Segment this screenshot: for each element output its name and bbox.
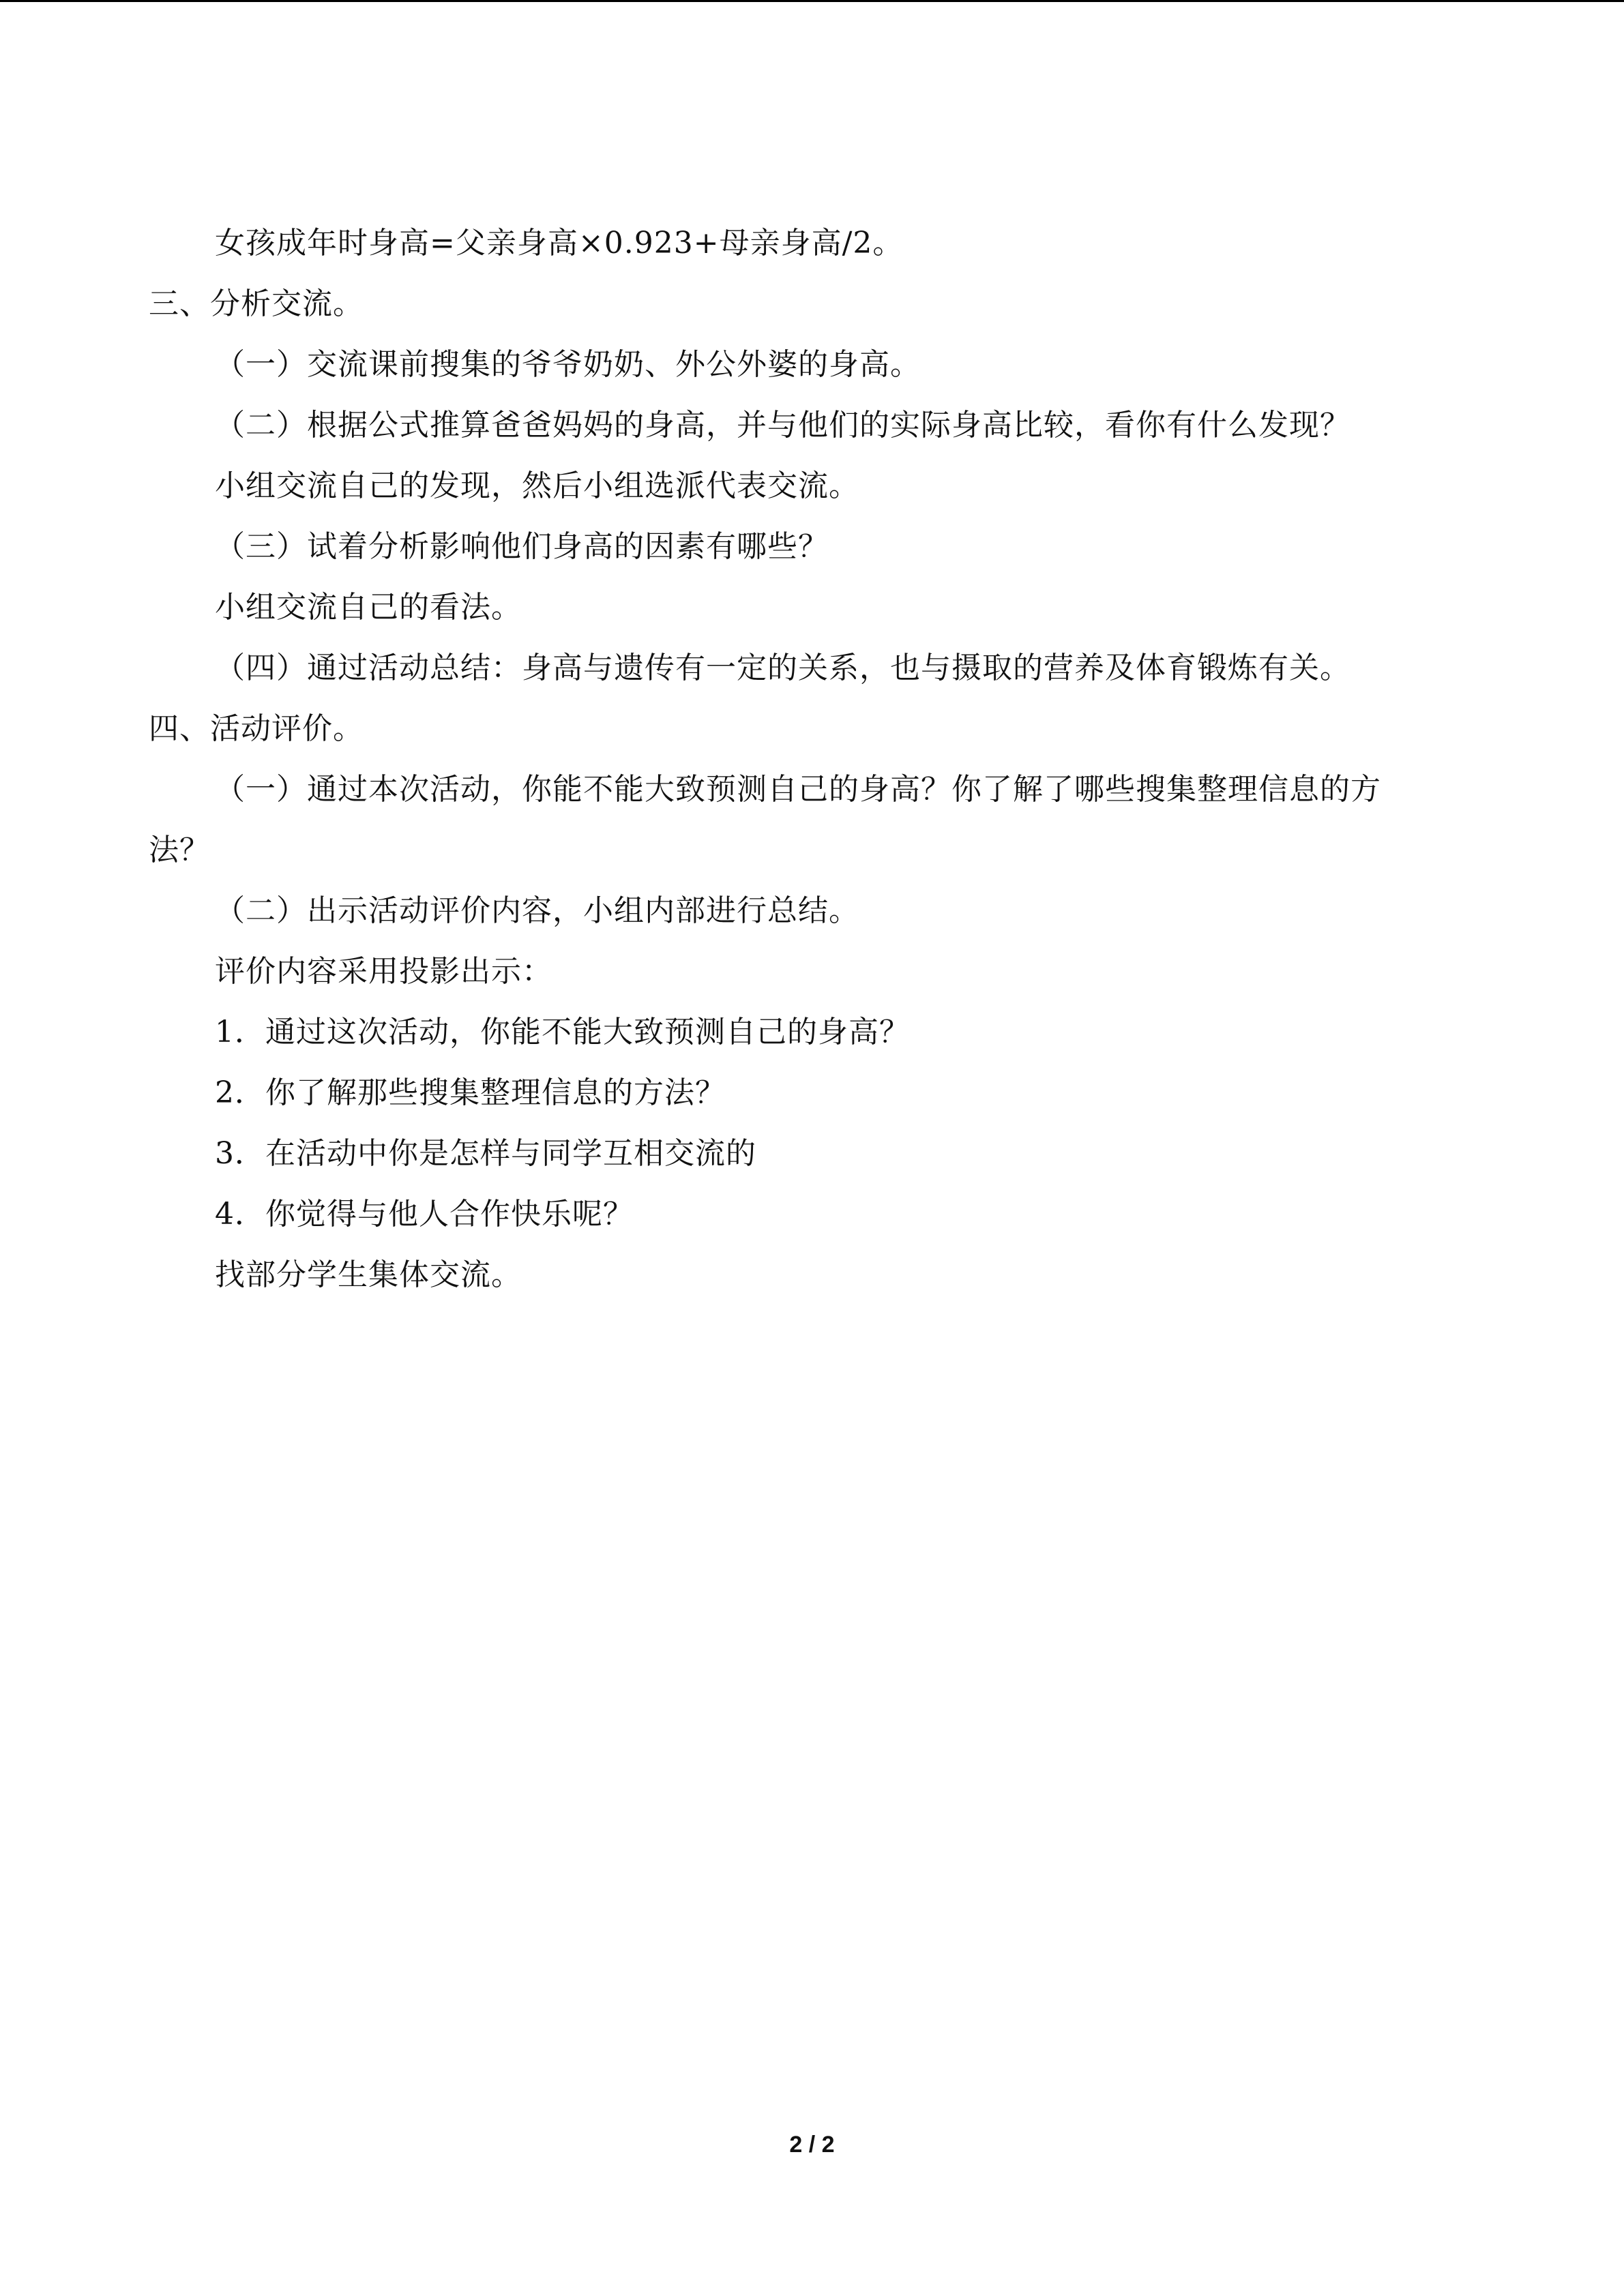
numbered-item-2: 2．你了解那些搜集整理信息的方法？: [215, 1075, 726, 1110]
paragraph-text: 小组交流自己的发现，然后小组选派代表交流。: [215, 468, 859, 503]
paragraph-text: 评价内容采用投影出示：: [215, 954, 552, 989]
section-heading-analysis: 三、分析交流。: [149, 286, 364, 321]
paragraph-item-3: （三）试着分析影响他们身高的因素有哪些？: [215, 529, 829, 564]
paragraph-text: 找部分学生集体交流。: [215, 1257, 522, 1292]
paragraph-item-1: （一）交流课前搜集的爷爷奶奶、外公外婆的身高。: [215, 347, 921, 382]
numbered-item-4: 4．你觉得与他人合作快乐呢？: [215, 1197, 634, 1232]
numbered-item-1: 1．通过这次活动，你能不能大致预测自己的身高？: [215, 1015, 910, 1049]
page-number: 2 / 2: [789, 2132, 835, 2158]
paragraph-item-2: （二）根据公式推算爸爸妈妈的身高，并与他们的实际身高比较，看你有什么发现？: [215, 408, 1350, 443]
paragraph-item-4: （四）通过活动总结：身高与遗传有一定的关系，也与摄取的营养及体育锻炼有关。: [215, 651, 1350, 685]
paragraph-text: 小组交流自己的看法。: [215, 590, 522, 625]
paragraph-item-1: （一）通过本次活动，你能不能大致预测自己的身高？你了解了哪些搜集整理信息的方: [215, 772, 1381, 807]
paragraph-continuation: 法？: [149, 833, 210, 867]
paragraph-item-2: （二）出示活动评价内容，小组内部进行总结。: [215, 893, 859, 928]
section-heading-evaluation: 四、活动评价。: [149, 711, 364, 746]
document-body: [149, 213, 1472, 1305]
formula-line: 女孩成年时身高=父亲身高×0.923+母亲身高/2。: [215, 226, 904, 260]
numbered-item-3: 3．在活动中你是怎样与同学互相交流的: [215, 1136, 756, 1171]
page-top-border: [0, 0, 1624, 2]
